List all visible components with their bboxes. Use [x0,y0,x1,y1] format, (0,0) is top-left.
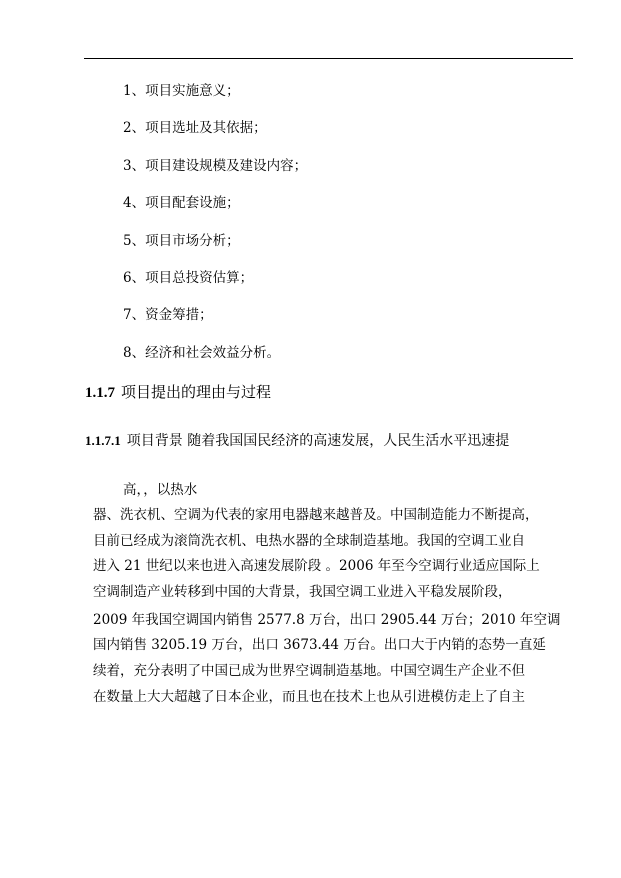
list-item: 5、项目市场分析； [123,232,240,249]
paragraph-line: 2009 年我国空调国内销售 2577.8 万台，出口 2905.44 万台；2010 年空调 [93,611,561,628]
item-list [123,82,307,381]
paragraph-line: 目前已经成为滚筒洗衣机、电热水器的全球制造基地。我国的空调工业自 [93,532,525,549]
list-item: 7、资金筹措； [123,307,213,324]
subsection-heading [85,430,509,450]
list-item: 6、项目总投资估算； [123,269,254,286]
subsection-title: 项目背景 随着我国国民经济的高速发展，人民生活水平迅速提 [126,433,510,449]
indented-line: 高，，以热水 [123,482,198,498]
list-item: 3、项目建设规模及建设内容； [123,157,308,174]
subsection-number: 1.1.7.1 [85,433,121,448]
section-title: 项目提出的理由与过程 [121,383,272,401]
paragraph-line: 在数量上大大超越了日本企业，而且也在技术上也从引进模仿走上了自主 [93,688,525,705]
paragraph-line: 续着，充分表明了中国已成为世界空调制造基地。中国空调生产企业不但 [93,662,525,679]
list-item: 2、项目选址及其依据； [123,120,267,137]
list-item: 1、项目实施意义； [123,83,240,99]
list-item: 8、经济和社会效益分析。 [123,344,281,361]
list-item: 4、项目配套设施； [123,195,240,212]
section-heading [85,381,271,402]
paragraph-line: 进入 21 世纪以来也进入高速发展阶段 。2006 年至今空调行业适应国际上 [93,558,540,575]
section-number: 1.1.7 [85,385,115,401]
header-rule [84,58,573,59]
paragraph-line: 器、洗衣机、空调为代表的家用电器越来越普及。中国制造能力不断提高， [93,507,539,523]
body-paragraph [93,505,563,712]
paragraph-line: 国内销售 3205.19 万台，出口 3673.44 万台。出口大于内销的态势一直延 [93,637,546,654]
paragraph-line: 空调制造产业转移到中国的大背景，我国空调工业进入平稳发展阶段， [93,583,512,600]
